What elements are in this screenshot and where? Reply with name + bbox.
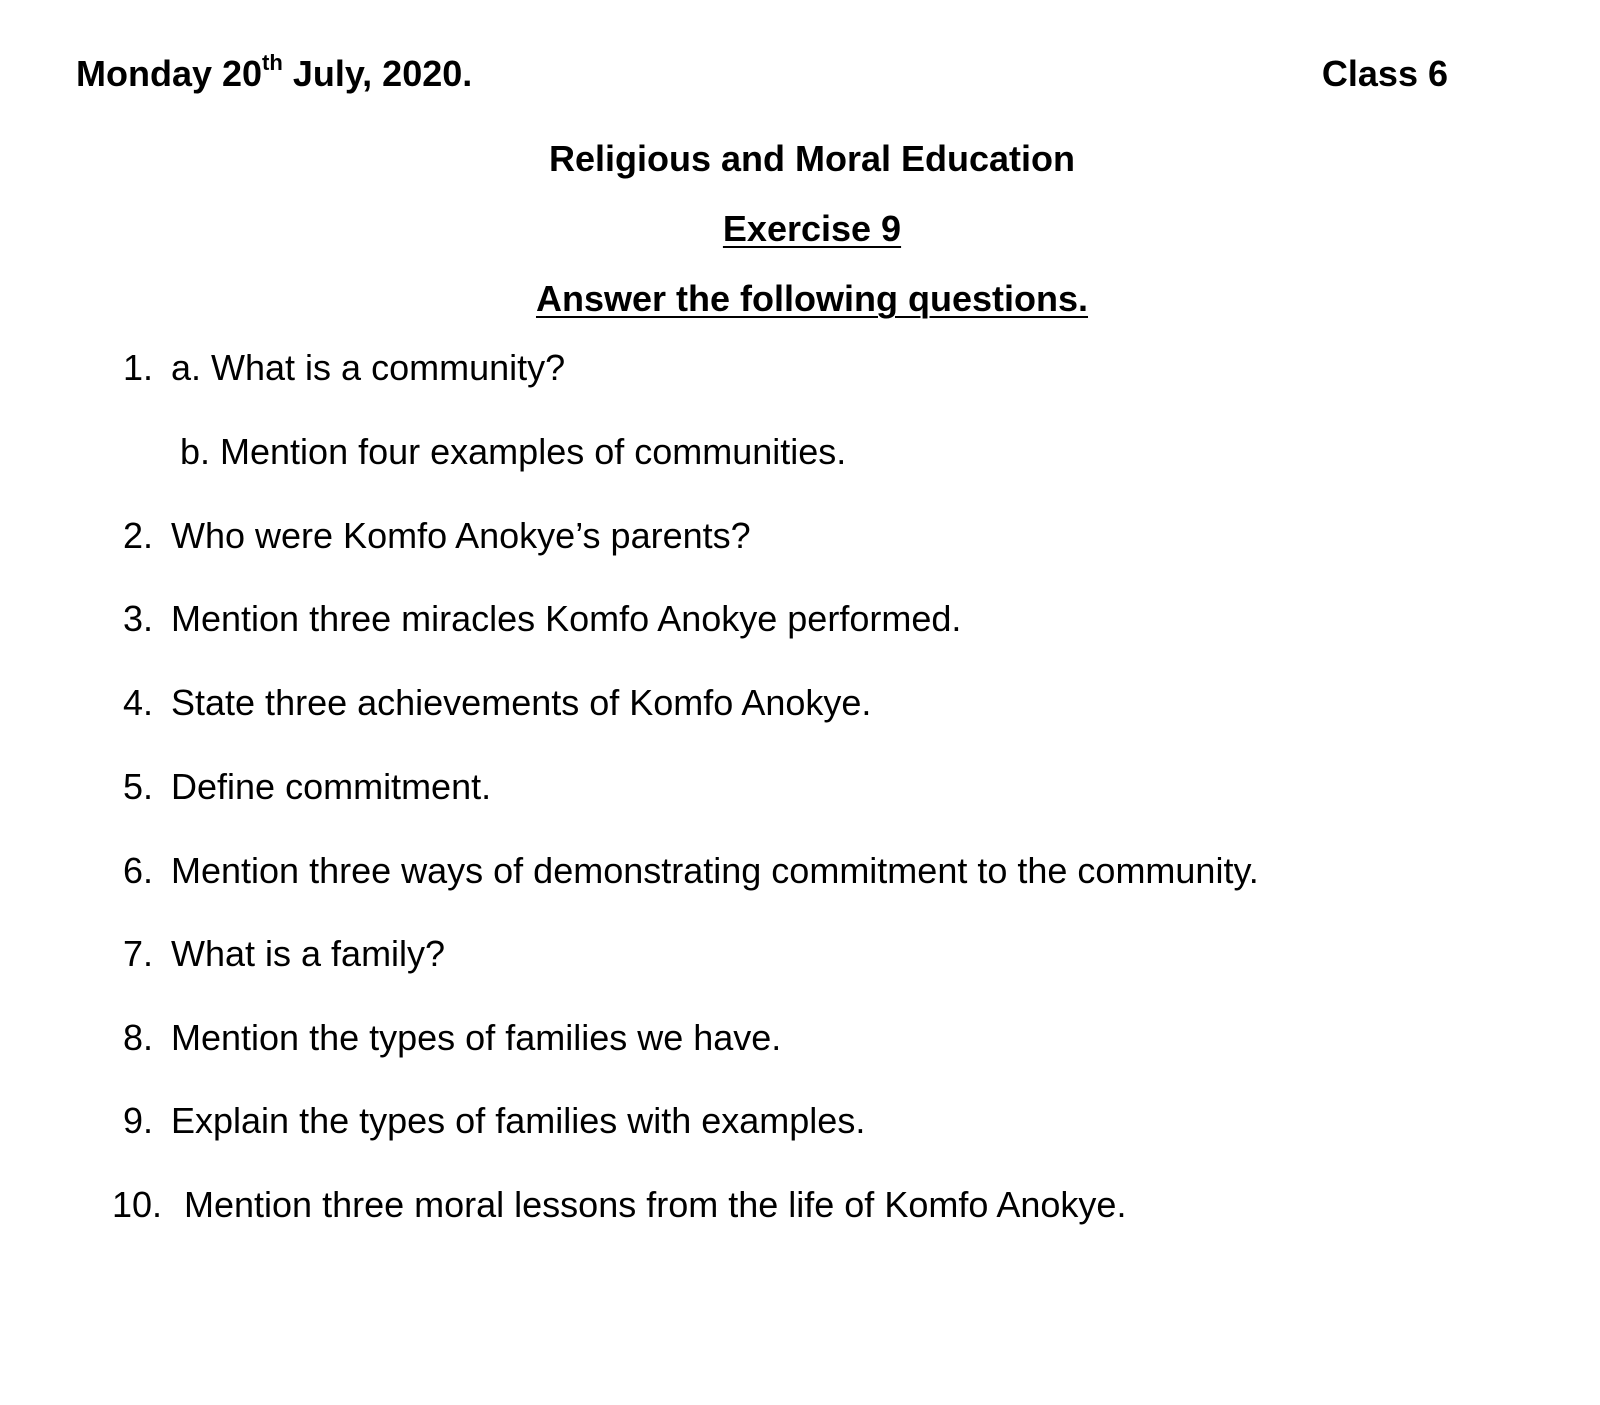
question-4 <box>123 681 871 725</box>
question-1b <box>180 430 846 474</box>
question-number: 10. <box>112 1184 163 1225</box>
question-number: 5. <box>123 766 154 807</box>
question-number: 8. <box>123 1017 154 1058</box>
question-number: 9. <box>123 1100 154 1141</box>
question-number: 7. <box>123 933 154 974</box>
question-9 <box>123 1099 865 1143</box>
question-number: 3. <box>123 598 154 639</box>
question-text: b. Mention four examples of communities. <box>180 431 847 472</box>
instruction-heading: Answer the following questions. <box>535 278 1089 319</box>
exercise-title: Exercise 9 <box>722 208 902 249</box>
date-line <box>76 52 472 96</box>
date-prefix: Monday 20 <box>76 53 263 94</box>
question-text: a. What is a community? <box>171 347 566 388</box>
question-text: Explain the types of families with examples. <box>171 1100 866 1141</box>
question-number: 2. <box>123 515 154 556</box>
question-text: State three achievements of Komfo Anokye. <box>171 682 872 723</box>
question-1a <box>123 346 565 390</box>
question-7 <box>123 932 445 976</box>
subject-title: Religious and Moral Education <box>548 138 1076 179</box>
question-number: 6. <box>123 850 154 891</box>
question-text: Mention three ways of demonstrating commitment to the community. <box>171 850 1259 891</box>
question-text: Mention the types of families we have. <box>171 1017 782 1058</box>
question-text: Mention three moral lessons from the life of Komfo Anokye. <box>184 1184 1127 1225</box>
question-text: Define commitment. <box>171 766 492 807</box>
question-text: Mention three miracles Komfo Anokye performed. <box>171 598 962 639</box>
class-label: Class 6 <box>1321 53 1448 94</box>
question-number: 4. <box>123 682 154 723</box>
question-text: Who were Komfo Anokye’s parents? <box>171 515 751 556</box>
date-suffix: July, 2020. <box>282 53 473 94</box>
question-number: 1. <box>123 347 154 388</box>
question-2 <box>123 514 751 558</box>
question-10 <box>112 1183 1126 1227</box>
date-ordinal-suffix: th <box>262 50 283 75</box>
question-text: What is a family? <box>171 933 446 974</box>
question-3 <box>123 597 961 641</box>
question-6 <box>123 849 1259 893</box>
question-5 <box>123 765 491 809</box>
question-8 <box>123 1016 781 1060</box>
